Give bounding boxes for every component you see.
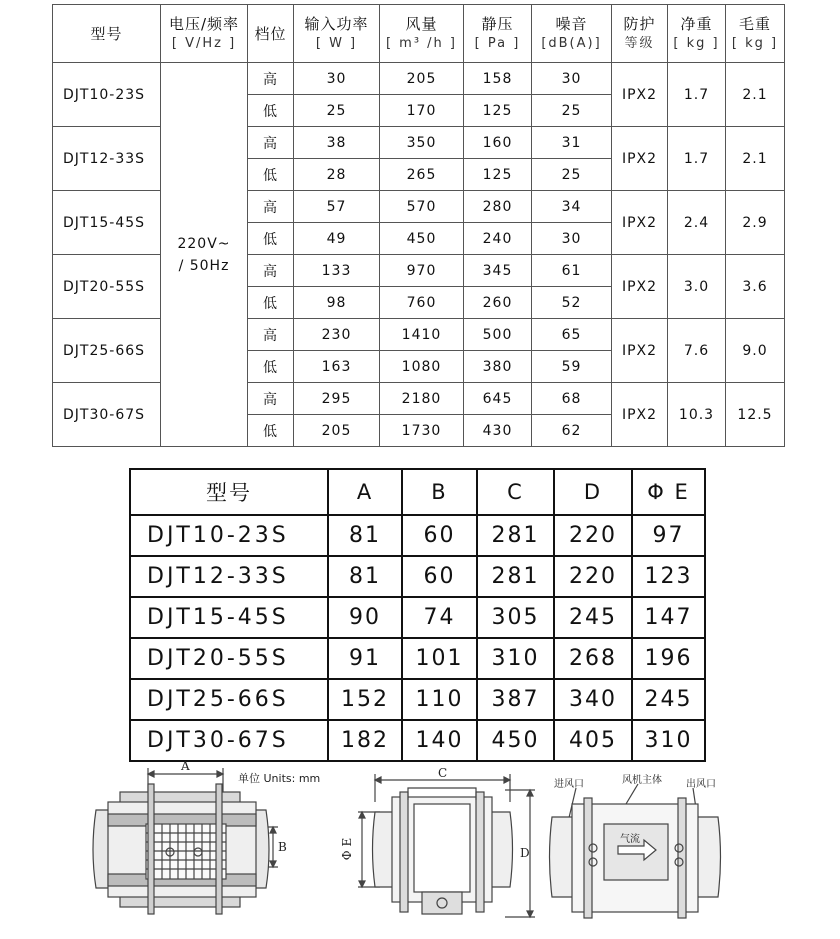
dimension-header-cell: A xyxy=(328,469,402,515)
dimension-header-cell: 型号 xyxy=(130,469,328,515)
net-weight-cell: 10.3 xyxy=(668,383,726,447)
noise-cell: 25 xyxy=(532,159,612,191)
pressure-cell: 240 xyxy=(464,223,532,255)
dimension-value-cell: 220 xyxy=(554,515,632,556)
spec-header-title: 档位 xyxy=(254,24,287,43)
speed-cell: 低 xyxy=(248,223,294,255)
spec-header-unit: [ m³ /h ] xyxy=(385,35,458,51)
spec-header-cell xyxy=(464,5,532,63)
speed-cell: 高 xyxy=(248,63,294,95)
dimension-value-cell: 74 xyxy=(402,597,477,638)
dimension-header-row xyxy=(130,469,705,515)
net-weight-cell: 7.6 xyxy=(668,319,726,383)
dimension-model-cell: DJT25-66S xyxy=(130,679,328,720)
model-cell: DJT25-66S xyxy=(53,319,161,383)
dimension-value-cell: 81 xyxy=(328,556,402,597)
airflow-cell: 450 xyxy=(380,223,464,255)
noise-cell: 52 xyxy=(532,287,612,319)
dimension-header-cell: C xyxy=(477,469,554,515)
dimension-header-cell: D xyxy=(554,469,632,515)
dimension-header-cell: B xyxy=(402,469,477,515)
airflow-cell: 570 xyxy=(380,191,464,223)
dimension-header-cell: Φ E xyxy=(632,469,705,515)
model-cell: DJT12-33S xyxy=(53,127,161,191)
net-weight-cell: 1.7 xyxy=(668,127,726,191)
dimension-value-cell: 147 xyxy=(632,597,705,638)
power-cell: 57 xyxy=(294,191,380,223)
spec-header-row xyxy=(53,5,785,63)
airflow-cell: 1730 xyxy=(380,415,464,447)
dimension-value-cell: 281 xyxy=(477,556,554,597)
airflow-cell: 350 xyxy=(380,127,464,159)
noise-cell: 62 xyxy=(532,415,612,447)
inlet-label: 进风口 xyxy=(554,779,584,790)
dimension-value-cell: 97 xyxy=(632,515,705,556)
speed-cell: 高 xyxy=(248,255,294,287)
speed-cell: 低 xyxy=(248,159,294,191)
spec-header-title: 防护 xyxy=(623,14,656,33)
dimension-value-cell: 245 xyxy=(554,597,632,638)
airflow-cell: 205 xyxy=(380,63,464,95)
spec-header-title: 型号 xyxy=(90,24,123,43)
dimension-value-cell: 101 xyxy=(402,638,477,679)
dimension-value-cell: 60 xyxy=(402,515,477,556)
spec-header-unit: [ W ] xyxy=(315,35,358,51)
dimension-value-cell: 340 xyxy=(554,679,632,720)
speed-cell: 低 xyxy=(248,287,294,319)
pressure-cell: 500 xyxy=(464,319,532,351)
dimension-label-c: C xyxy=(438,766,448,780)
dimension-value-cell: 281 xyxy=(477,515,554,556)
pressure-cell: 158 xyxy=(464,63,532,95)
dimension-row xyxy=(130,597,705,638)
speed-cell: 低 xyxy=(248,415,294,447)
voltage-line: 220V~ xyxy=(177,235,231,252)
speed-cell: 高 xyxy=(248,127,294,159)
power-cell: 28 xyxy=(294,159,380,191)
dimension-value-cell: 196 xyxy=(632,638,705,679)
pressure-cell: 645 xyxy=(464,383,532,415)
noise-cell: 61 xyxy=(532,255,612,287)
speed-cell: 高 xyxy=(248,191,294,223)
dimension-model-cell: DJT12-33S xyxy=(130,556,328,597)
pressure-cell: 380 xyxy=(464,351,532,383)
power-cell: 205 xyxy=(294,415,380,447)
spec-header-cell xyxy=(380,5,464,63)
spec-header-title: 毛重 xyxy=(738,14,771,33)
power-cell: 230 xyxy=(294,319,380,351)
outlet-label: 出风口 xyxy=(686,779,716,790)
speed-cell: 低 xyxy=(248,351,294,383)
airflow-cell: 1080 xyxy=(380,351,464,383)
spec-table xyxy=(52,4,785,447)
noise-cell: 65 xyxy=(532,319,612,351)
protection-cell: IPX2 xyxy=(612,383,668,447)
dimension-table xyxy=(129,468,706,762)
net-weight-cell: 3.0 xyxy=(668,255,726,319)
gross-weight-cell: 3.6 xyxy=(726,255,785,319)
speed-cell: 低 xyxy=(248,95,294,127)
dimension-value-cell: 60 xyxy=(402,556,477,597)
dimension-value-cell: 81 xyxy=(328,515,402,556)
spec-header-unit: [ V/Hz ] xyxy=(171,35,237,51)
noise-cell: 68 xyxy=(532,383,612,415)
dimension-row xyxy=(130,515,705,556)
model-cell: DJT10-23S xyxy=(53,63,161,127)
gross-weight-cell: 2.1 xyxy=(726,127,785,191)
spec-header-title: 风量 xyxy=(405,14,438,33)
airflow-label: 气流 xyxy=(620,834,640,845)
speed-cell: 高 xyxy=(248,319,294,351)
noise-cell: 34 xyxy=(532,191,612,223)
dimension-model-cell: DJT15-45S xyxy=(130,597,328,638)
spec-header-cell xyxy=(161,5,248,63)
power-cell: 25 xyxy=(294,95,380,127)
power-cell: 163 xyxy=(294,351,380,383)
dimension-label-e: Φ E xyxy=(340,837,355,861)
dimension-value-cell: 152 xyxy=(328,679,402,720)
units-note: 单位 Units: mm xyxy=(238,772,321,785)
power-cell: 98 xyxy=(294,287,380,319)
pressure-cell: 125 xyxy=(464,159,532,191)
dimension-value-cell: 123 xyxy=(632,556,705,597)
noise-cell: 59 xyxy=(532,351,612,383)
protection-cell: IPX2 xyxy=(612,255,668,319)
dimension-row xyxy=(130,638,705,679)
spec-header-unit: [ kg ] xyxy=(731,35,779,51)
dimension-value-cell: 91 xyxy=(328,638,402,679)
noise-cell: 31 xyxy=(532,127,612,159)
net-weight-cell: 1.7 xyxy=(668,63,726,127)
dimension-value-cell: 220 xyxy=(554,556,632,597)
spec-header-cell xyxy=(612,5,668,63)
airflow-cell: 2180 xyxy=(380,383,464,415)
dimension-value-cell: 387 xyxy=(477,679,554,720)
fan-body-label: 风机主体 xyxy=(622,775,662,786)
dimension-value-cell: 245 xyxy=(632,679,705,720)
dimension-label-a: A xyxy=(181,759,190,773)
section-view-drawing xyxy=(548,762,728,932)
dimension-value-cell: 268 xyxy=(554,638,632,679)
dimension-value-cell: 305 xyxy=(477,597,554,638)
dimension-row xyxy=(130,720,705,761)
dimension-row xyxy=(130,556,705,597)
power-cell: 30 xyxy=(294,63,380,95)
pressure-cell: 280 xyxy=(464,191,532,223)
spec-header-title: 电压/频率 xyxy=(168,14,240,33)
noise-cell: 25 xyxy=(532,95,612,127)
protection-cell: IPX2 xyxy=(612,319,668,383)
power-cell: 133 xyxy=(294,255,380,287)
dimension-body xyxy=(130,515,705,761)
pressure-cell: 260 xyxy=(464,287,532,319)
power-cell: 38 xyxy=(294,127,380,159)
spec-body xyxy=(53,63,785,447)
power-cell: 295 xyxy=(294,383,380,415)
airflow-cell: 1410 xyxy=(380,319,464,351)
protection-cell: IPX2 xyxy=(612,127,668,191)
dimension-value-cell: 310 xyxy=(477,638,554,679)
dimension-value-cell: 90 xyxy=(328,597,402,638)
dimension-model-cell: DJT30-67S xyxy=(130,720,328,761)
airflow-cell: 970 xyxy=(380,255,464,287)
spec-header-cell xyxy=(726,5,785,63)
spec-header-unit: [dB(A)] xyxy=(541,35,602,51)
spec-header-cell xyxy=(294,5,380,63)
dimension-model-cell: DJT20-55S xyxy=(130,638,328,679)
spec-header-unit: [ Pa ] xyxy=(474,35,521,51)
noise-cell: 30 xyxy=(532,63,612,95)
gross-weight-cell: 2.9 xyxy=(726,191,785,255)
spec-header-title: 静压 xyxy=(481,14,514,33)
airflow-cell: 265 xyxy=(380,159,464,191)
dimension-value-cell: 182 xyxy=(328,720,402,761)
pressure-cell: 345 xyxy=(464,255,532,287)
model-cell: DJT30-67S xyxy=(53,383,161,447)
spec-row xyxy=(53,63,785,95)
model-cell: DJT15-45S xyxy=(53,191,161,255)
airflow-cell: 760 xyxy=(380,287,464,319)
side-view-drawing xyxy=(340,762,540,932)
spec-header-title: 输入功率 xyxy=(304,14,369,33)
spec-header-title: 净重 xyxy=(680,14,713,33)
protection-cell: IPX2 xyxy=(612,63,668,127)
dimension-value-cell: 110 xyxy=(402,679,477,720)
net-weight-cell: 2.4 xyxy=(668,191,726,255)
power-cell: 49 xyxy=(294,223,380,255)
spec-header-unit: 等级 xyxy=(624,35,655,51)
voltage-cell xyxy=(161,63,248,447)
dimension-value-cell: 140 xyxy=(402,720,477,761)
pressure-cell: 430 xyxy=(464,415,532,447)
protection-cell: IPX2 xyxy=(612,191,668,255)
dimension-value-cell: 405 xyxy=(554,720,632,761)
spec-header-cell xyxy=(248,5,294,63)
spec-header-cell xyxy=(53,5,161,63)
speed-cell: 高 xyxy=(248,383,294,415)
spec-header-title: 噪音 xyxy=(555,14,588,33)
dimension-value-cell: 310 xyxy=(632,720,705,761)
gross-weight-cell: 2.1 xyxy=(726,63,785,127)
spec-header-unit: [ kg ] xyxy=(673,35,720,51)
spec-header-cell xyxy=(532,5,612,63)
pressure-cell: 160 xyxy=(464,127,532,159)
top-view-drawing xyxy=(88,759,298,932)
gross-weight-cell: 9.0 xyxy=(726,319,785,383)
dimension-label-b: B xyxy=(278,840,287,854)
pressure-cell: 125 xyxy=(464,95,532,127)
dimension-label-d: D xyxy=(520,846,530,860)
noise-cell: 30 xyxy=(532,223,612,255)
gross-weight-cell: 12.5 xyxy=(726,383,785,447)
dimension-row xyxy=(130,679,705,720)
airflow-cell: 170 xyxy=(380,95,464,127)
spec-header-cell xyxy=(668,5,726,63)
dimension-model-cell: DJT10-23S xyxy=(130,515,328,556)
voltage-line: / 50Hz xyxy=(178,257,230,274)
model-cell: DJT20-55S xyxy=(53,255,161,319)
dimension-value-cell: 450 xyxy=(477,720,554,761)
